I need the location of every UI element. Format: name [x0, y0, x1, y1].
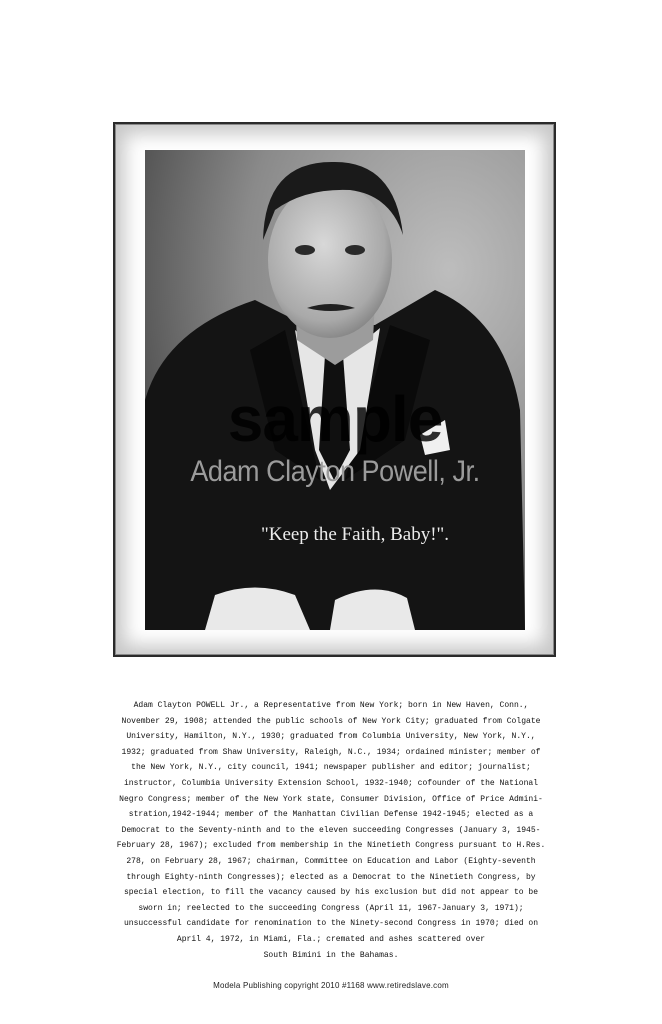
biography-text: Adam Clayton POWELL Jr., a Representative from New York; born in New Haven, Conn., November 29, 1908; attended the public schools of New York City; graduated from Colgate University, Hamilton, N.Y., 1930; graduated from Columbia University, New York, N.Y., 1932; graduated from Shaw University, Raleigh, N.C., 1934; ordained minister; member of the New York, N.Y., city council, 1941; newspaper publisher and editor; journalist; instructor, Columbia University Extension School, 1932-1940; cofounder of the National Negro Congress; member of the New York state, Consumer Division, Office of Price Admini- stration,1942-1944; member of the Manhattan Civilian Defense 1942-1945; elected as a Democrat to the Seventy-ninth and to the eleven succeeding Congresses (January 3, 1945-February 28, 1967); excluded from membership in the Ninetieth Congress pursuant to H.Res. 278, on February 28, 1967; chairman, Committee on Education and Labor (Eighty-seventh through Eighty-ninth Congresses); elected as a Democrat to the Ninetieth Congress, by special election, to fill the vacancy caused by his exclusion but did not appear to be sworn in; reelected to the succeeding Congress (April 11, 1967-January 3, 1971); unsuccessful candidate for renomination to the Ninety-second Congress in 1970; died on April 4, 1972, in Miami, Fla.; cremated and ashes scattered over South Bimini in the Bahamas. — [116, 701, 546, 960]
portrait-photo — [145, 150, 525, 630]
portrait-quote: "Keep the Faith, Baby!". — [260, 524, 450, 545]
portrait-name: Adam Clayton Powell, Jr. — [190, 455, 480, 488]
sample-watermark: sample — [227, 383, 443, 455]
publisher-footer: Modela Publishing copyright 2010 #1168 www.retiredslave.com — [213, 981, 449, 990]
